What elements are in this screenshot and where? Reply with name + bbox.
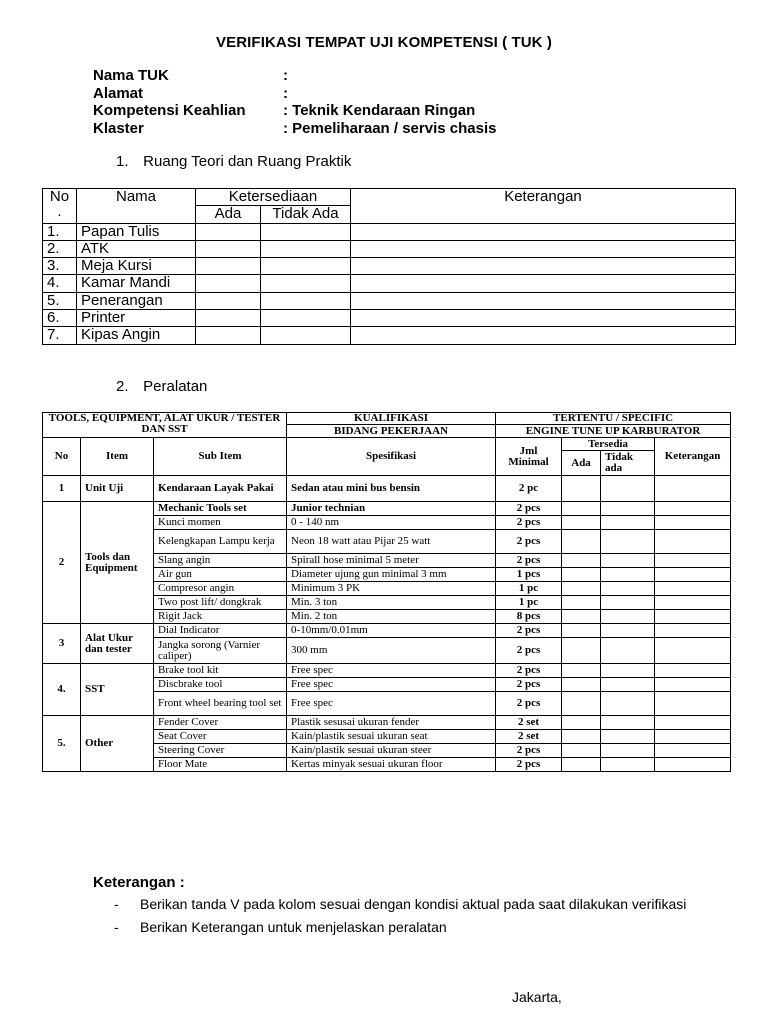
header-kualifikasi: KUALIFIKASI — [287, 413, 496, 425]
header-spesifikasi: Spesifikasi — [287, 438, 496, 476]
place-label: Jakarta, — [512, 989, 562, 1005]
info-value: : Teknik Kendaraan Ringan — [283, 102, 476, 119]
note-text: Berikan tanda V pada kolom sesuai dengan kondisi aktual pada saat dilakukan verifikasi — [140, 896, 687, 912]
table-row: 5. Other Fender Cover Plastik sesusai ukuran fender 2 set — [43, 716, 731, 730]
info-row-kompetensi — [93, 102, 496, 120]
table-row: Compresor angin Minimum 3 PK 1 pc — [43, 582, 731, 596]
info-value: : Pemeliharaan / servis chasis — [283, 119, 497, 137]
group-item: Other — [81, 716, 154, 772]
section-number: 2. — [116, 378, 129, 395]
header-bidang: BIDANG PEKERJAAN — [287, 425, 496, 438]
table-row: 2 Tools dan Equipment Mechanic Tools set Junior technian 2 pcs — [43, 502, 731, 516]
group-item: Tools dan Equipment — [81, 502, 154, 624]
table-row: Slang angin Spirall hose minimal 5 meter 2 pcs — [43, 554, 731, 568]
group-item: SST — [81, 664, 154, 716]
table-row: 5. Penerangan — [43, 292, 736, 309]
table-row: 1 Unit Uji Kendaraan Layak Pakai Sedan atau mini bus bensin 2 pc — [43, 476, 731, 502]
header-keterangan: Keterangan — [655, 438, 731, 476]
info-row-alamat — [93, 85, 496, 103]
header-sub-item: Sub Item — [154, 438, 287, 476]
note-text: Berikan Keterangan untuk menjelaskan peralatan — [140, 919, 447, 935]
header-no: No . — [43, 189, 77, 224]
document-title: VERIFIKASI TEMPAT UJI KOMPETENSI ( TUK ) — [216, 34, 552, 51]
group-no: 2 — [43, 502, 81, 624]
table-row: Floor Mate Kertas minyak sesuai ukuran floor 2 pcs — [43, 758, 731, 772]
header-keterangan: Keterangan — [351, 189, 736, 224]
group-item: Unit Uji — [81, 476, 154, 502]
table-row: 7. Kipas Angin — [43, 327, 736, 344]
section-title: Ruang Teori dan Ruang Praktik — [143, 153, 352, 170]
table-row: Air gun Diameter ujung gun minimal 3 mm 1 pcs — [43, 568, 731, 582]
table-row: Steering Cover Kain/plastik sesuai ukuran steer 2 pcs — [43, 744, 731, 758]
table-row: Front wheel bearing tool set Free spec 2 pcs — [43, 692, 731, 716]
section-title: Peralatan — [143, 378, 208, 395]
table-row: Rigit Jack Min. 2 ton 8 pcs — [43, 610, 731, 624]
header-ada: Ada — [196, 206, 261, 223]
group-no: 4. — [43, 664, 81, 716]
info-label: Alamat — [93, 84, 144, 102]
info-row-klaster — [93, 120, 496, 138]
dash-bullet: - — [114, 896, 119, 912]
table-row: 1. Papan Tulis — [43, 223, 736, 240]
header-ada: Ada — [562, 451, 601, 476]
group-item: Alat Ukur dan tester — [81, 624, 154, 664]
header-no: No — [43, 438, 81, 476]
group-no: 1 — [43, 476, 81, 502]
header-nama: Nama — [77, 189, 196, 224]
info-label: Kompetensi Keahlian — [93, 102, 246, 119]
table-row: 4. Kamar Mandi — [43, 275, 736, 292]
section-number: 1. — [116, 153, 129, 170]
table-row: Kelengkapan Lampu kerja Neon 18 watt atau Pijar 25 watt 2 pcs — [43, 530, 731, 554]
header-item: Item — [81, 438, 154, 476]
header-tersedia: Tersedia — [562, 438, 655, 451]
note-item — [114, 896, 686, 912]
table-row: 6. Printer — [43, 310, 736, 327]
header-tidak-ada: Tidak Ada — [261, 206, 351, 223]
info-label: Klaster — [93, 119, 144, 137]
table-row: Seat Cover Kain/plastik sesuai ukuran seat 2 set — [43, 730, 731, 744]
group-no: 3 — [43, 624, 81, 664]
info-value: : — [283, 84, 288, 102]
note-item — [114, 919, 447, 935]
section-1-heading — [116, 153, 351, 170]
header-tertentu: TERTENTU / SPECIFIC — [496, 413, 731, 425]
table-row: 4. SST Brake tool kit Free spec 2 pcs — [43, 664, 731, 678]
section-2-heading — [116, 378, 207, 395]
header-jml-minimal: Jml Minimal — [496, 438, 562, 476]
info-label: Nama TUK — [93, 67, 169, 84]
table-row: Kunci momen 0 - 140 nm 2 pcs — [43, 516, 731, 530]
table-row: Discbrake tool Free spec 2 pcs — [43, 678, 731, 692]
info-value: : — [283, 67, 288, 84]
equipment-table — [42, 412, 731, 772]
header-tools: TOOLS, EQUIPMENT, ALAT UKUR / TESTER DAN SST — [43, 413, 287, 438]
keterangan-title: Keterangan : — [93, 874, 185, 891]
table-row: 3 Alat Ukur dan tester Dial Indicator 0-10mm/0.01mm 2 pcs — [43, 624, 731, 638]
table-row: Two post lift/ dongkrak Min. 3 ton 1 pc — [43, 596, 731, 610]
header-ketersediaan: Ketersediaan — [196, 189, 351, 206]
tuk-info — [93, 67, 496, 137]
room-table — [42, 188, 736, 345]
table-row: Jangka sorong (Varnier caliper) 300 mm 2 pcs — [43, 638, 731, 664]
table-row: 2. ATK — [43, 240, 736, 257]
header-tidak-ada: Tidak ada — [601, 451, 655, 476]
header-engine: ENGINE TUNE UP KARBURATOR — [496, 425, 731, 438]
info-row-nama-tuk — [93, 67, 496, 85]
table-row: 3. Meja Kursi — [43, 258, 736, 275]
dash-bullet: - — [114, 919, 119, 935]
group-no: 5. — [43, 716, 81, 772]
